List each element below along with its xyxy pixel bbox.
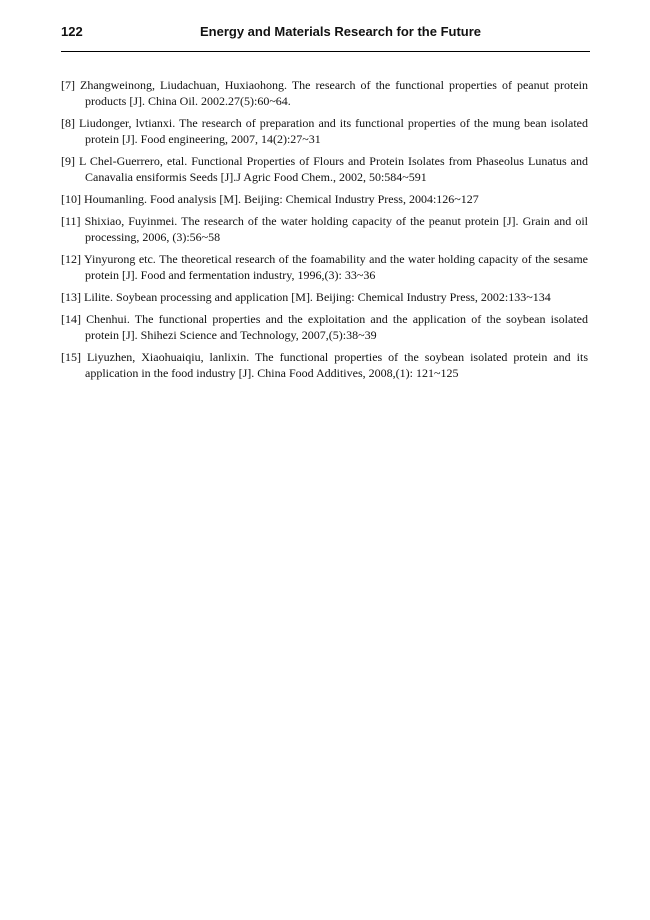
- reference-item: [12] Yinyurong etc. The theoretical research of the foamability and the water holding capacity of the sesame protein [J]. Food and fermentation industry, 1996,(3): 33~36: [61, 252, 588, 282]
- running-title: Energy and Materials Research for the Future: [199, 24, 482, 39]
- page-number: 122: [61, 24, 83, 39]
- header-rule: [61, 51, 590, 52]
- reference-item: [9] L Chel-Guerrero, etal. Functional Properties of Flours and Protein Isolates from Phaseolus Lunatus and Canavalia ensiformis Seeds [J].J Agric Food Chem., 2002, 50:584~591: [61, 154, 588, 184]
- reference-item: [11] Shixiao, Fuyinmei. The research of the water holding capacity of the peanut protein [J]. Grain and oil processing, 2006, (3):56~58: [61, 214, 588, 244]
- reference-item: [8] Liudonger, lvtianxi. The research of preparation and its functional properties of the mung bean isolated protein [J]. Food engineering, 2007, 14(2):27~31: [61, 116, 588, 146]
- reference-item: [14] Chenhui. The functional properties and the exploitation and the application of the soybean isolated protein [J]. Shihezi Science and Technology, 2007,(5):38~39: [61, 312, 588, 342]
- reference-item: [10] Houmanling. Food analysis [M]. Beijing: Chemical Industry Press, 2004:126~127: [61, 192, 479, 206]
- reference-item: [15] Liyuzhen, Xiaohuaiqiu, lanlixin. The functional properties of the soybean isolated protein and its application in the food industry [J]. China Food Additives, 2008,(1): 121~125: [61, 350, 588, 380]
- reference-item: [13] Lilite. Soybean processing and application [M]. Beijing: Chemical Industry Press, 2002:133~134: [61, 290, 551, 304]
- reference-list: [61, 77, 588, 387]
- reference-item: [7] Zhangweinong, Liudachuan, Huxiaohong. The research of the functional properties of peanut protein products [J]. China Oil. 2002.27(5):60~64.: [61, 78, 588, 108]
- page-header: [61, 24, 590, 42]
